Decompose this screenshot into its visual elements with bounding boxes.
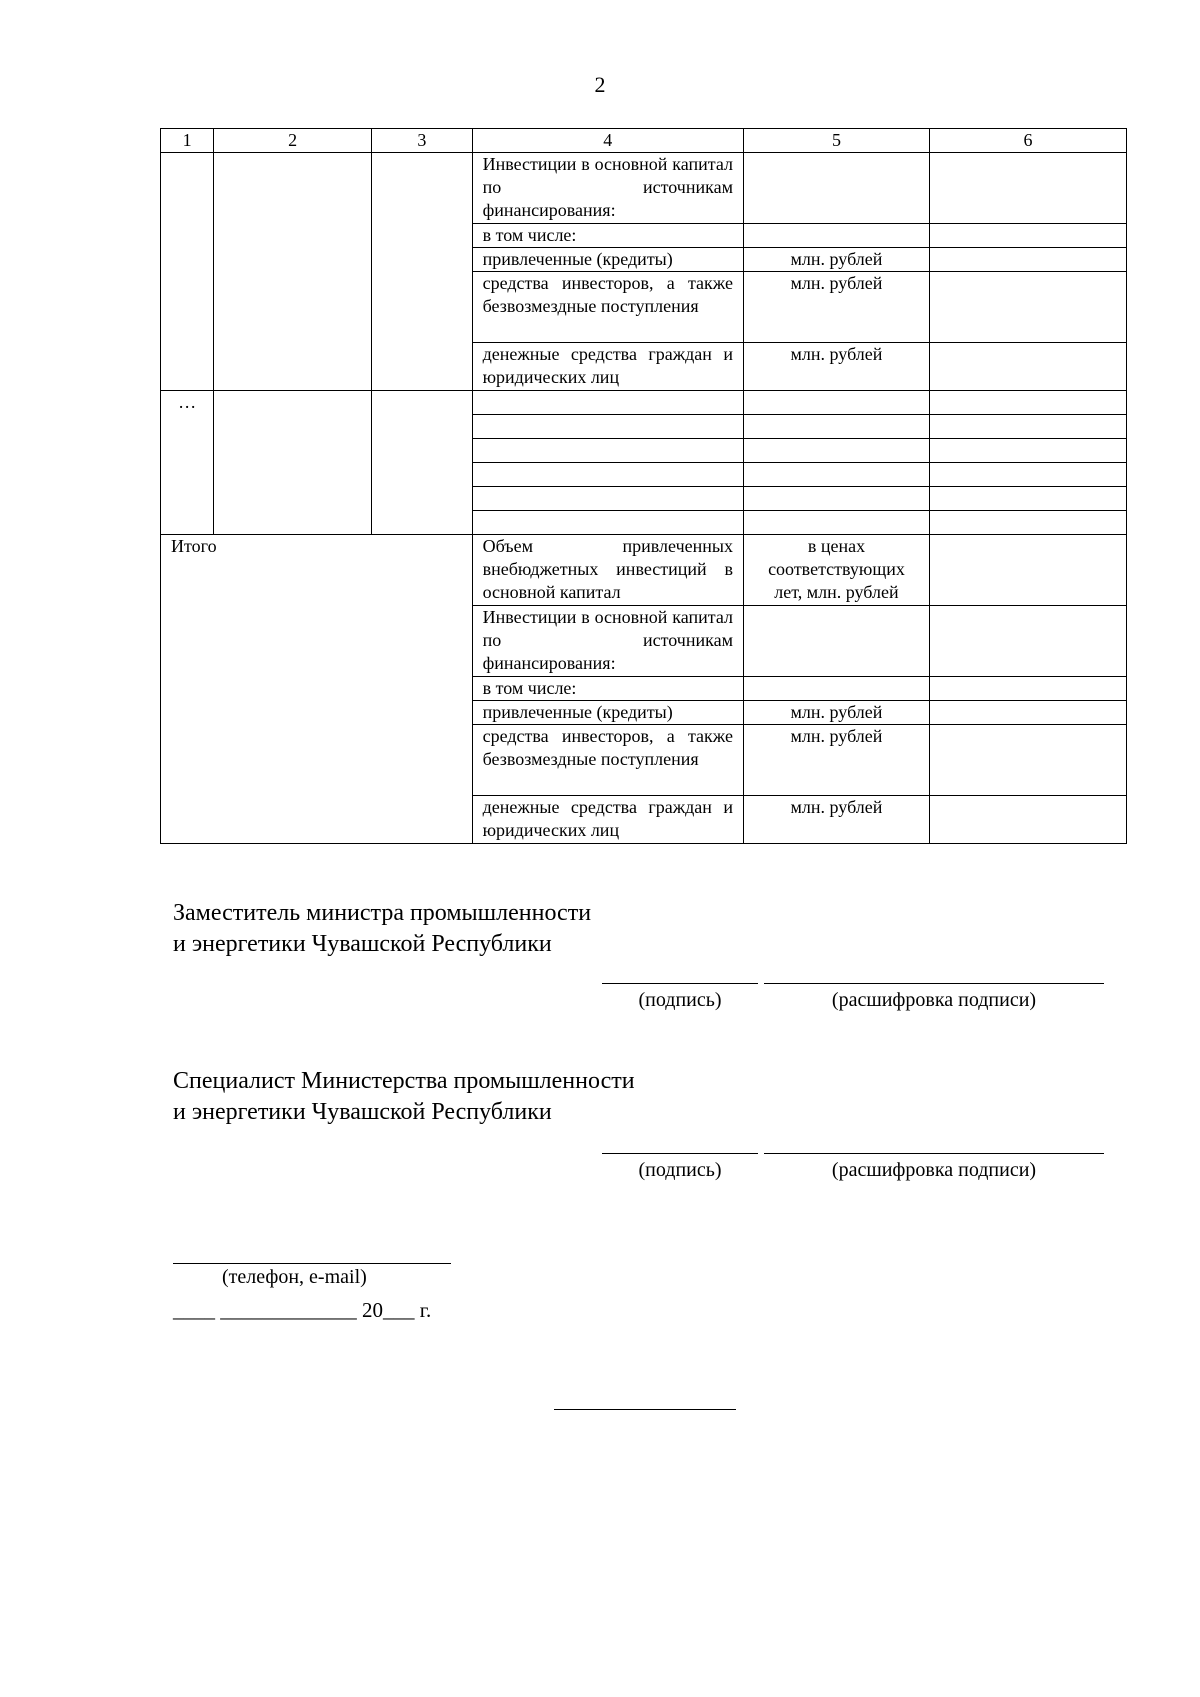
unit-cell: млн. рублей	[743, 725, 929, 796]
value-cell	[929, 248, 1126, 272]
indicator-cell: привлеченные (кредиты)	[472, 701, 743, 725]
column-header: 3	[372, 129, 473, 153]
table-row	[161, 153, 1127, 224]
empty-cell	[929, 415, 1126, 439]
empty-cell	[743, 391, 929, 415]
empty-cell	[472, 415, 743, 439]
indicator-cell: денежные средства граждан и юридических лиц	[472, 343, 743, 391]
unit-cell: млн. рублей	[743, 248, 929, 272]
signature-decode-line	[764, 983, 1104, 984]
position-line: Специалист Министерства промышленности	[173, 1068, 635, 1094]
empty-cell	[743, 487, 929, 511]
indicator-cell: привлеченные (кредиты)	[472, 248, 743, 272]
indicator-cell: денежные средства граждан и юридических лиц	[472, 796, 743, 844]
contact-caption: (телефон, e-mail)	[222, 1266, 367, 1288]
indicator-cell: Объем привлеченных внебюджетных инвестиций в основной капитал	[472, 535, 743, 606]
contact-line	[173, 1263, 451, 1264]
investment-table	[160, 128, 1127, 844]
position-line: и энергетики Чувашской Республики	[173, 931, 552, 957]
value-cell	[929, 343, 1126, 391]
unit-cell	[743, 677, 929, 701]
empty-cell	[743, 439, 929, 463]
cell-col1	[161, 153, 214, 391]
cell-col3	[372, 391, 473, 535]
unit-cell: млн. рублей	[743, 796, 929, 844]
empty-cell	[472, 463, 743, 487]
ellipsis-cell: …	[161, 391, 214, 535]
column-header: 6	[929, 129, 1126, 153]
signature-decode-caption: (расшифровка подписи)	[831, 1159, 1037, 1181]
column-header: 1	[161, 129, 214, 153]
cell-col2	[214, 153, 372, 391]
empty-cell	[929, 511, 1126, 535]
value-cell	[929, 224, 1126, 248]
unit-cell: в ценах соответствующих лет, млн. рублей	[743, 535, 929, 606]
indicator-cell: средства инвесторов, а также безвозмездные поступления	[472, 725, 743, 796]
signature-caption: (подпись)	[638, 1159, 722, 1181]
empty-cell	[929, 391, 1126, 415]
specialist-position	[173, 1066, 635, 1128]
indicator-cell: Инвестиции в основной капитал по источникам финансирования:	[472, 153, 743, 224]
empty-cell	[743, 415, 929, 439]
indicator-cell: средства инвесторов, а также безвозмездные поступления	[472, 272, 743, 343]
value-cell	[929, 272, 1126, 343]
signature-line	[602, 1153, 758, 1154]
empty-cell	[472, 487, 743, 511]
position-line: и энергетики Чувашской Республики	[173, 1099, 552, 1125]
signature-caption: (подпись)	[638, 989, 722, 1011]
value-cell	[929, 153, 1126, 224]
indicator-cell: в том числе:	[472, 677, 743, 701]
empty-cell	[472, 511, 743, 535]
empty-cell	[743, 511, 929, 535]
value-cell	[929, 796, 1126, 844]
value-cell	[929, 606, 1126, 677]
table-header-row	[161, 129, 1127, 153]
signature-decode-line	[764, 1153, 1104, 1154]
column-header: 4	[472, 129, 743, 153]
empty-cell	[929, 439, 1126, 463]
cell-col3	[372, 153, 473, 391]
deputy-minister-position	[173, 898, 591, 960]
unit-cell	[743, 606, 929, 677]
column-header: 5	[743, 129, 929, 153]
table-row	[161, 535, 1127, 606]
empty-cell	[929, 463, 1126, 487]
page-number: 2	[594, 72, 606, 97]
empty-cell	[929, 487, 1126, 511]
total-label: Итого	[161, 535, 473, 844]
value-cell	[929, 535, 1126, 606]
empty-cell	[743, 463, 929, 487]
unit-cell: млн. рублей	[743, 272, 929, 343]
value-cell	[929, 701, 1126, 725]
indicator-cell: в том числе:	[472, 224, 743, 248]
signature-line	[602, 983, 758, 984]
cell-col2	[214, 391, 372, 535]
empty-cell	[472, 439, 743, 463]
signature-decode-caption: (расшифровка подписи)	[831, 989, 1037, 1011]
date-line: ____ _____________ 20___ г.	[173, 1298, 432, 1322]
unit-cell: млн. рублей	[743, 701, 929, 725]
column-header: 2	[214, 129, 372, 153]
table-row	[161, 391, 1127, 415]
indicator-cell: Инвестиции в основной капитал по источникам финансирования:	[472, 606, 743, 677]
unit-cell: млн. рублей	[743, 343, 929, 391]
value-cell	[929, 677, 1126, 701]
end-divider	[554, 1409, 736, 1410]
value-cell	[929, 725, 1126, 796]
unit-cell	[743, 153, 929, 224]
position-line: Заместитель министра промышленности	[173, 900, 592, 926]
empty-cell	[472, 391, 743, 415]
unit-cell	[743, 224, 929, 248]
